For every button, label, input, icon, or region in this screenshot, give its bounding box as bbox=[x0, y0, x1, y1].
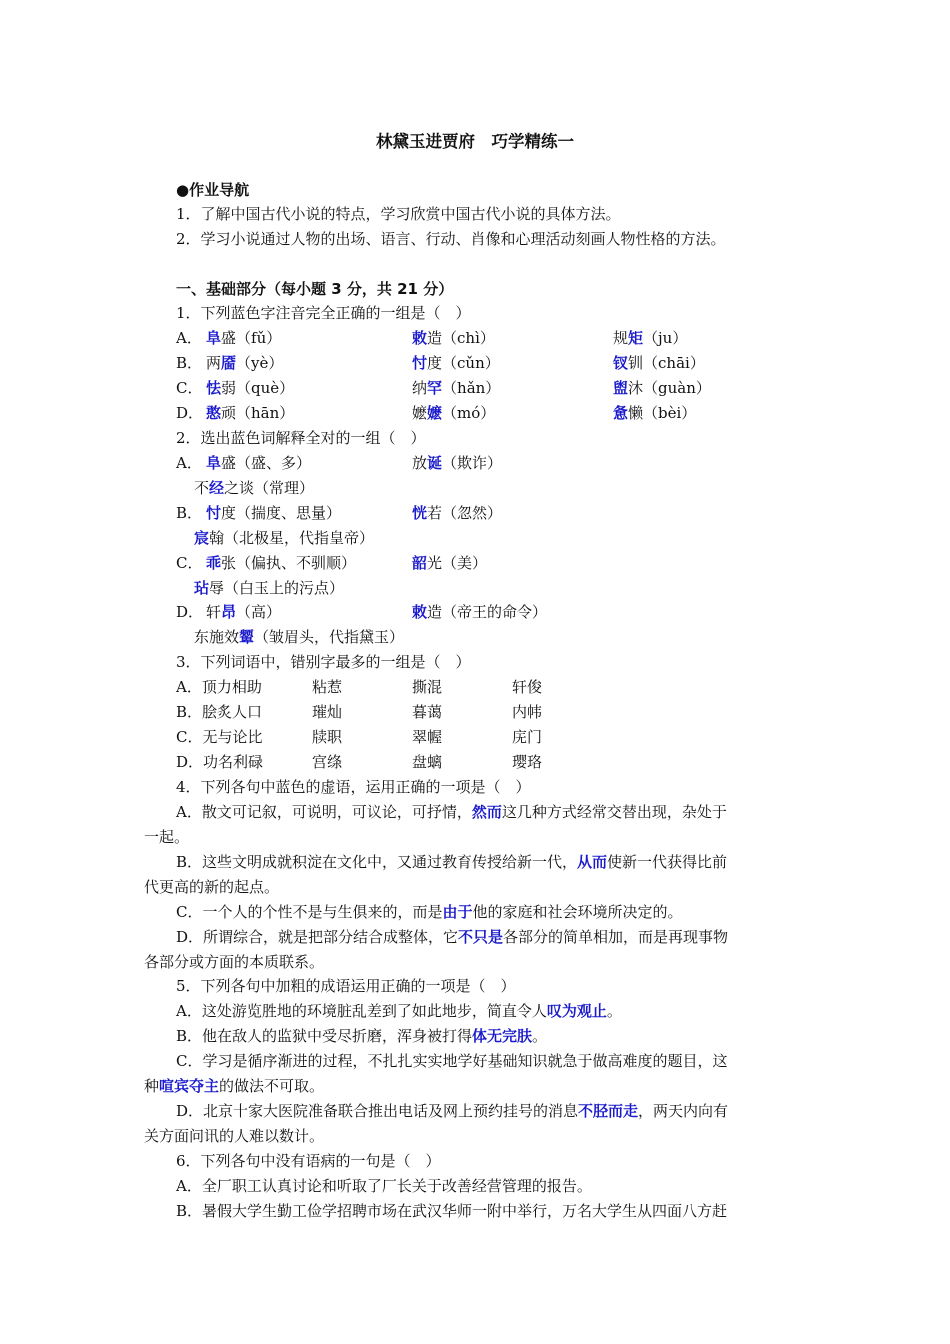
question-6-stem: 6．下列各句中没有语病的一句是（ ） bbox=[176, 1152, 441, 1170]
question-1-option-d: D． 憨顽（hān） 嬷嬷（mó） 惫懒（bèi） bbox=[176, 404, 697, 422]
question-3-stem: 3．下列词语中，错别字最多的一组是（ ） bbox=[176, 653, 471, 671]
question-5-option-c: C．学习是循序渐进的过程，不扎扎实实地学好基础知识就急于做高难度的题目，这 bbox=[176, 1052, 728, 1070]
question-1-option-b: B． 两靥（yè） 忖度（cǔn） 钗钏（chāi） bbox=[176, 354, 705, 372]
question-4-option-c: C．一个人的个性不是与生俱来的，而是由于他的家庭和社会环境所决定的。 bbox=[176, 903, 683, 921]
question-4-stem: 4．下列各句中蓝色的虚语，运用正确的一项是（ ） bbox=[176, 778, 531, 796]
question-2-option-d-cont: 东施效颦（皱眉头，代指黛玉） bbox=[194, 628, 405, 646]
question-3-option-d: D．功名利碌 宫绦 盘螭 璎珞 bbox=[176, 753, 543, 771]
question-2-option-b: B． 忖度（揣度、思量） 恍若（忽然） bbox=[176, 504, 503, 522]
question-3-option-b: B．脍炙人口 璀灿 暮蔼 内帏 bbox=[176, 703, 543, 721]
question-5-option-d: D．北京十家大医院准备联合推出电话及网上预约挂号的消息不胫而走，两天内向有 bbox=[176, 1102, 729, 1120]
question-5-stem: 5．下列各句中加粗的成语运用正确的一项是（ ） bbox=[176, 977, 516, 995]
question-4-option-d-cont: 各部分或方面的本质联系。 bbox=[144, 953, 325, 971]
section-heading: 一、基础部分（每小题 3 分，共 21 分） bbox=[176, 280, 454, 298]
question-4-option-b: B．这些文明成就积淀在文化中，又通过教育传授给新一代，从而使新一代获得比前 bbox=[176, 853, 728, 871]
question-6-option-a: A．全厂职工认真讨论和听取了厂长关于改善经营管理的报告。 bbox=[176, 1177, 592, 1195]
nav-heading: ●作业导航 bbox=[176, 181, 250, 199]
question-4-option-d: D．所谓综合，就是把部分结合成整体，它不只是各部分的简单相加，而是再现事物 bbox=[176, 928, 729, 946]
question-1-option-c: C． 怯弱（què） 纳罕（hǎn） 盥沐（guàn） bbox=[176, 379, 711, 397]
question-2-option-d: D． 轩昂（高） 敕造（帝王的命令） bbox=[176, 603, 548, 621]
question-2-option-a-cont: 不经之谈（常理） bbox=[194, 479, 315, 497]
question-4-option-a-cont: 一起。 bbox=[144, 828, 190, 846]
question-1-stem: 1．下列蓝色字注音完全正确的一组是（ ） bbox=[176, 304, 471, 322]
question-5-option-c-cont: 种喧宾夺主的做法不可取。 bbox=[144, 1077, 325, 1095]
nav-item: 1．了解中国古代小说的特点，学习欣赏中国古代小说的具体方法。 bbox=[176, 205, 621, 223]
page-title: 林黛玉进贾府 巧学精练一 bbox=[376, 132, 574, 151]
question-1-option-a: A． 阜盛（fǔ） 敕造（chì） 规矩（ju） bbox=[176, 329, 688, 347]
question-6-option-b: B．暑假大学生勤工俭学招聘市场在武汉华师一附中举行，万名大学生从四面八方赶 bbox=[176, 1202, 728, 1220]
question-3-option-a: A．顶力相助 粘惹 撕混 轩俊 bbox=[176, 678, 543, 696]
question-4-option-b-cont: 代更高的新的起点。 bbox=[144, 878, 280, 896]
nav-item: 2．学习小说通过人物的出场、语言、行动、肖像和心理活动刻画人物性格的方法。 bbox=[176, 230, 726, 248]
question-5-option-a: A．这处游览胜地的环境脏乱差到了如此地步，简直令人叹为观止。 bbox=[176, 1002, 622, 1020]
question-2-option-c: C． 乖张（偏执、不驯顺） 韶光（美） bbox=[176, 554, 488, 572]
question-5-option-b: B．他在敌人的监狱中受尽折磨，浑身被打得体无完肤。 bbox=[176, 1027, 548, 1045]
question-2-option-a: A． 阜盛（盛、多） 放诞（欺诈） bbox=[176, 454, 503, 472]
question-5-option-d-cont: 关方面问讯的人难以数计。 bbox=[144, 1127, 325, 1145]
question-4-option-a: A．散文可记叙，可说明，可议论，可抒情，然而这几种方式经常交替出现，杂处于 bbox=[176, 803, 727, 821]
question-3-option-c: C．无与论比 牍职 翠幄 庑门 bbox=[176, 728, 543, 746]
question-2-option-b-cont: 宸翰（北极星，代指皇帝） bbox=[194, 529, 375, 547]
question-2-stem: 2．选出蓝色词解释全对的一组（ ） bbox=[176, 429, 426, 447]
question-2-option-c-cont: 玷辱（白玉上的污点） bbox=[194, 579, 345, 597]
